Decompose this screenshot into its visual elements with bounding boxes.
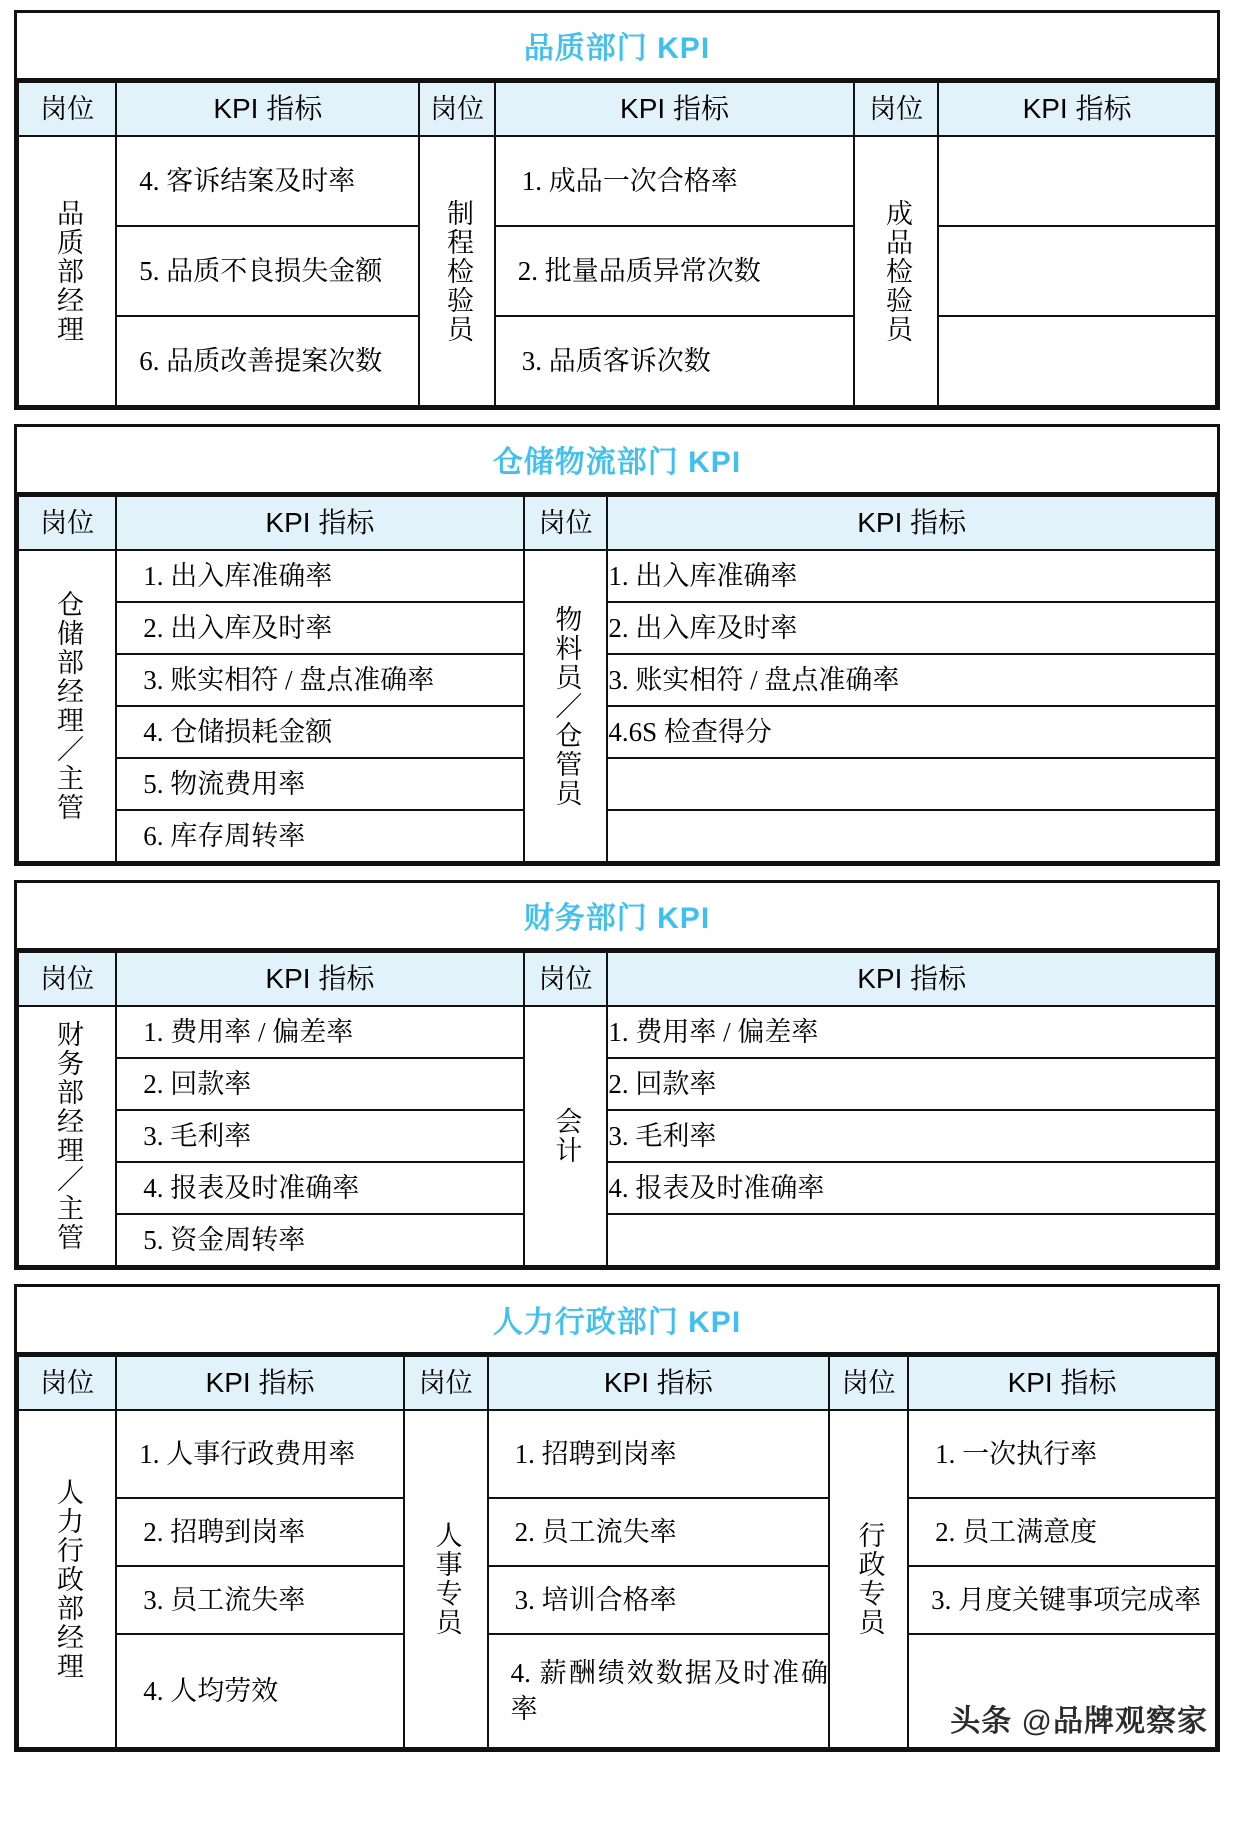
- kpi-item: 4. 人均劳效: [116, 1634, 404, 1748]
- kpi-item: [607, 810, 1216, 862]
- kpi-item: 1. 人事行政费用率: [116, 1410, 404, 1498]
- table-header-row: [18, 496, 1216, 550]
- kpi-item: 6. 库存周转率: [116, 810, 523, 862]
- block-title: 品质部门 KPI: [17, 13, 1217, 81]
- kpi-block-finance: [14, 880, 1220, 1270]
- table-row: [18, 1058, 1216, 1110]
- kpi-item: 4. 仓储损耗金额: [116, 706, 523, 758]
- kpi-item: 6. 品质改善提案次数: [116, 316, 419, 406]
- role-label: 品质部经理: [53, 198, 84, 344]
- kpi-item: 2. 招聘到岗率: [116, 1498, 404, 1566]
- role-cell: [854, 136, 938, 406]
- kpi-item: 5. 品质不良损失金额: [116, 226, 419, 316]
- kpi-item: 4. 报表及时准确率: [116, 1162, 523, 1214]
- table-header-row: [18, 952, 1216, 1006]
- col-header-position: 岗位: [829, 1356, 908, 1410]
- role-label: 财务部经理／主管: [53, 1020, 84, 1252]
- table-row: [18, 1162, 1216, 1214]
- role-label: 行政专员: [854, 1521, 885, 1637]
- role-label: 会计: [551, 1107, 582, 1165]
- kpi-item: 4. 薪酬绩效数据及时准确率: [488, 1634, 829, 1748]
- kpi-block-quality: [14, 10, 1220, 410]
- col-header-kpi: KPI 指标: [116, 952, 523, 1006]
- block-title: 财务部门 KPI: [17, 883, 1217, 951]
- col-header-kpi: KPI 指标: [607, 496, 1216, 550]
- role-label: 制程检验员: [443, 198, 473, 344]
- kpi-table: [17, 81, 1217, 407]
- kpi-item: 3. 毛利率: [116, 1110, 523, 1162]
- role-label: 仓储部经理／主管: [53, 590, 84, 822]
- table-row: [18, 1006, 1216, 1058]
- kpi-item: 2. 回款率: [116, 1058, 523, 1110]
- role-cell: [18, 550, 116, 862]
- kpi-item: 2. 出入库及时率: [116, 602, 523, 654]
- kpi-item: 2. 员工流失率: [488, 1498, 829, 1566]
- col-header-kpi: KPI 指标: [938, 82, 1216, 136]
- kpi-item: 2. 员工满意度: [908, 1498, 1216, 1566]
- watermark-account: 品牌观察家: [1053, 1705, 1208, 1738]
- table-row: [18, 602, 1216, 654]
- col-header-position: 岗位: [18, 496, 116, 550]
- table-header-row: [18, 82, 1216, 136]
- kpi-item: 1. 出入库准确率: [607, 550, 1216, 602]
- kpi-table: [17, 1355, 1217, 1749]
- block-title: 仓储物流部门 KPI: [17, 427, 1217, 495]
- role-label: 物料员／仓管员: [551, 604, 582, 808]
- kpi-item: 1. 出入库准确率: [116, 550, 523, 602]
- role-cell: [18, 1410, 116, 1748]
- col-header-position: 岗位: [18, 82, 116, 136]
- table-row: [18, 226, 1216, 316]
- col-header-kpi: KPI 指标: [116, 82, 419, 136]
- role-cell: [524, 550, 608, 862]
- col-header-position: 岗位: [18, 1356, 116, 1410]
- kpi-item: 3. 月度关键事项完成率: [908, 1566, 1216, 1634]
- kpi-item: 4. 报表及时准确率: [607, 1162, 1216, 1214]
- role-label: 人力行政部经理: [53, 1477, 84, 1681]
- col-header-position: 岗位: [419, 82, 494, 136]
- col-header-position: 岗位: [18, 952, 116, 1006]
- kpi-item: 3. 品质客诉次数: [495, 316, 854, 406]
- table-row: [18, 1110, 1216, 1162]
- col-header-kpi: KPI 指标: [116, 496, 523, 550]
- col-header-kpi: KPI 指标: [908, 1356, 1216, 1410]
- block-title: 人力行政部门 KPI: [17, 1287, 1217, 1355]
- role-cell: [18, 1006, 116, 1266]
- kpi-block-hr: [14, 1284, 1220, 1752]
- role-label: 人事专员: [431, 1521, 462, 1637]
- kpi-block-warehouse: [14, 424, 1220, 866]
- watermark-source: 头条: [950, 1705, 1013, 1738]
- col-header-kpi: KPI 指标: [488, 1356, 829, 1410]
- table-row: [18, 706, 1216, 758]
- kpi-item: 3. 员工流失率: [116, 1566, 404, 1634]
- col-header-kpi: KPI 指标: [495, 82, 854, 136]
- table-row: [18, 136, 1216, 226]
- table-row: [18, 1410, 1216, 1498]
- kpi-item: [607, 758, 1216, 810]
- table-header-row: [18, 1356, 1216, 1410]
- kpi-item: 4.6S 检查得分: [607, 706, 1216, 758]
- kpi-item: 2. 批量品质异常次数: [495, 226, 854, 316]
- kpi-item: 3. 账实相符 / 盘点准确率: [116, 654, 523, 706]
- kpi-item: 1. 费用率 / 偏差率: [607, 1006, 1216, 1058]
- kpi-item: 1. 费用率 / 偏差率: [116, 1006, 523, 1058]
- role-cell: [419, 136, 494, 406]
- col-header-kpi: KPI 指标: [607, 952, 1216, 1006]
- col-header-position: 岗位: [404, 1356, 488, 1410]
- kpi-item: 1. 成品一次合格率: [495, 136, 854, 226]
- table-row: [18, 550, 1216, 602]
- role-cell: [524, 1006, 608, 1266]
- table-row: [18, 316, 1216, 406]
- kpi-item: 2. 出入库及时率: [607, 602, 1216, 654]
- role-cell: [404, 1410, 488, 1748]
- kpi-item: 1. 一次执行率: [908, 1410, 1216, 1498]
- kpi-item: 1. 招聘到岗率: [488, 1410, 829, 1498]
- kpi-item: [938, 226, 1216, 316]
- table-row: [18, 1566, 1216, 1634]
- table-row: [18, 1498, 1216, 1566]
- kpi-item: [938, 136, 1216, 226]
- watermark-at-symbol: @: [1021, 1705, 1053, 1738]
- kpi-item: [938, 316, 1216, 406]
- kpi-item: 3. 培训合格率: [488, 1566, 829, 1634]
- kpi-item: 3. 账实相符 / 盘点准确率: [607, 654, 1216, 706]
- col-header-position: 岗位: [524, 496, 608, 550]
- col-header-position: 岗位: [854, 82, 938, 136]
- kpi-item: 5. 资金周转率: [116, 1214, 523, 1266]
- kpi-table: [17, 951, 1217, 1267]
- table-row: [18, 1214, 1216, 1266]
- col-header-kpi: KPI 指标: [116, 1356, 404, 1410]
- kpi-item: 3. 毛利率: [607, 1110, 1216, 1162]
- kpi-item: 4. 客诉结案及时率: [116, 136, 419, 226]
- kpi-item: 5. 物流费用率: [116, 758, 523, 810]
- kpi-item: [607, 1214, 1216, 1266]
- table-row: [18, 810, 1216, 862]
- kpi-table: [17, 495, 1217, 863]
- kpi-item: 2. 回款率: [607, 1058, 1216, 1110]
- table-row: [18, 758, 1216, 810]
- role-cell: [829, 1410, 908, 1748]
- role-label: 成品检验员: [882, 198, 913, 344]
- table-row: [18, 654, 1216, 706]
- role-cell: [18, 136, 116, 406]
- watermark: [950, 1696, 1208, 1740]
- col-header-position: 岗位: [524, 952, 608, 1006]
